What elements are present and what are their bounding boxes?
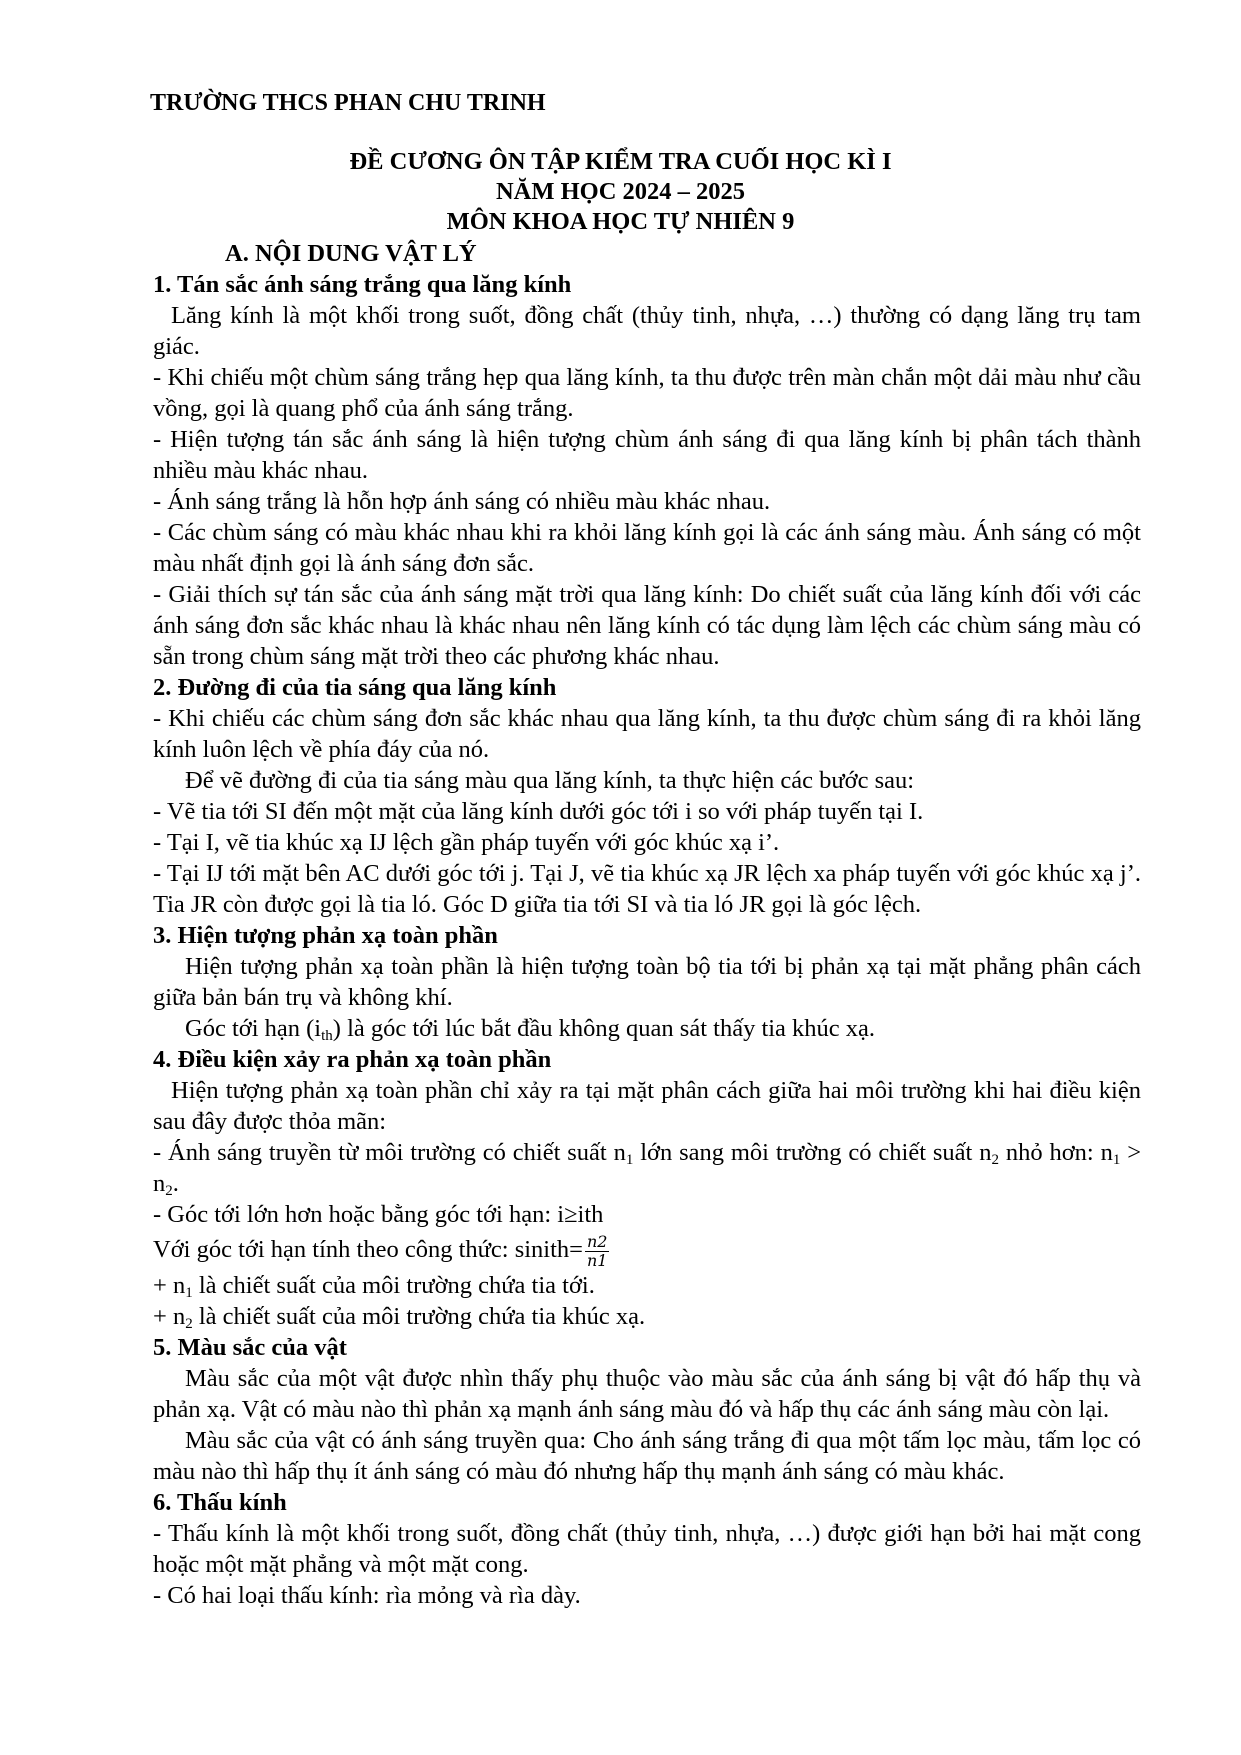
paragraph: - Có hai loại thấu kính: rìa mỏng và rìa dày. <box>153 1582 581 1609</box>
paragraph: - Tại I, vẽ tia khúc xạ IJ lệch gần pháp tuyến với góc khúc xạ i’. <box>153 829 780 856</box>
document-body <box>153 238 1141 1611</box>
text: ) là góc tới lúc bắt đầu không quan sát thấy tia khúc xạ. <box>332 1015 876 1042</box>
section-a-heading: A. NỘI DUNG VẬT LÝ <box>225 240 477 267</box>
text: > n <box>153 1139 1142 1197</box>
paragraph: Màu sắc của vật có ánh sáng truyền qua: Cho ánh sáng trắng đi qua một tấm lọc màu, tấm lọc có màu nào thì hấp thụ ít ánh sáng có màu đó nhưng hấp thụ mạnh ánh sáng có màu khác. <box>153 1427 1141 1485</box>
section-5-heading: 5. Màu sắc của vật <box>153 1334 347 1361</box>
paragraph: - Khi chiếu một chùm sáng trắng hẹp qua lăng kính, ta thu được trên màn chắn một dải màu như cầu vồng, gọi là quang phổ của ánh sáng trắng. <box>153 364 1141 422</box>
text: Với góc tới hạn tính theo công thức: sinith= <box>153 1236 583 1263</box>
section-2-heading: 2. Đường đi của tia sáng qua lăng kính <box>153 674 557 701</box>
subscript: 1 <box>1112 1152 1121 1168</box>
section-3-heading: 3. Hiện tượng phản xạ toàn phần <box>153 922 498 949</box>
subscript: 2 <box>991 1152 999 1168</box>
text: . <box>172 1170 179 1197</box>
paragraph: - Tại IJ tới mặt bên AC dưới góc tới j. Tại J, vẽ tia khúc xạ JR lệch xa pháp tuyến với góc khúc xạ j’. Tia JR còn được gọi là tia ló. Góc D giữa tia tới SI và tia ló JR gọi là góc lệch. <box>153 860 1141 918</box>
fraction <box>585 1233 609 1270</box>
paragraph: Hiện tượng phản xạ toàn phần là hiện tượng toàn bộ tia tới bị phản xạ tại mặt phẳng phân cách giữa bản bán trụ và không khí. <box>153 953 1141 1011</box>
section-6-heading: 6. Thấu kính <box>153 1489 287 1516</box>
subscript: 1 <box>185 1285 193 1301</box>
paragraph: - Vẽ tia tới SI đến một mặt của lăng kính dưới góc tới i so với pháp tuyến tại I. <box>153 798 924 825</box>
school-name: TRƯỜNG THCS PHAN CHU TRINH <box>150 90 546 116</box>
school-year: NĂM HỌC 2024 – 2025 <box>495 178 746 205</box>
paragraph: - Giải thích sự tán sắc của ánh sáng mặt trời qua lăng kính: Do chiết suất của lăng kính đối với các ánh sáng đơn sắc khác nhau là khác nhau nên lăng kính có tác dụng làm lệch các chùm sáng màu có sẵn trong chùm sáng mặt trời theo các phương khác nhau. <box>153 581 1141 670</box>
text: + n <box>153 1303 186 1330</box>
formula-line <box>153 1230 1141 1270</box>
text: là chiết suất của môi trường chứa tia tới. <box>192 1272 595 1299</box>
section-1-heading: 1. Tán sắc ánh sáng trắng qua lăng kính <box>153 271 572 298</box>
subscript: th <box>321 1028 333 1044</box>
subscript: 2 <box>165 1183 173 1199</box>
paragraph: - Ánh sáng trắng là hỗn hợp ánh sáng có nhiều màu khác nhau. <box>153 488 771 515</box>
text: nhỏ hơn: n <box>998 1139 1113 1166</box>
paragraph <box>153 1137 1141 1199</box>
paragraph: Màu sắc của một vật được nhìn thấy phụ thuộc vào màu sắc của ánh sáng bị vật đó hấp thụ và phản xạ. Vật có màu nào thì phản xạ mạnh ánh sáng màu đó và hấp thụ các ánh sáng màu còn lại. <box>153 1365 1141 1423</box>
document-title: ĐỀ CƯƠNG ÔN TẬP KIỂM TRA CUỐI HỌC KÌ I <box>349 148 892 175</box>
paragraph: - Khi chiếu các chùm sáng đơn sắc khác nhau qua lăng kính, ta thu được chùm sáng đi ra khỏi lăng kính luôn lệch về phía đáy của nó. <box>153 705 1141 763</box>
paragraph: - Thấu kính là một khối trong suốt, đồng chất (thủy tinh, nhựa, …) được giới hạn bởi hai mặt cong hoặc một mặt phẳng và một mặt cong. <box>153 1520 1141 1578</box>
subject-title: MÔN KHOA HỌC TỰ NHIÊN 9 <box>446 208 795 235</box>
text: lớn sang môi trường có chiết suất n <box>633 1139 992 1166</box>
section-4-heading: 4. Điều kiện xảy ra phản xạ toàn phần <box>153 1046 552 1073</box>
paragraph: - Góc tới lớn hơn hoặc bằng góc tới hạn: i≥ith <box>153 1201 604 1228</box>
paragraph: Để vẽ đường đi của tia sáng màu qua lăng kính, ta thực hiện các bước sau: <box>185 767 915 794</box>
subscript: 2 <box>185 1316 193 1332</box>
paragraph: Hiện tượng phản xạ toàn phần chỉ xảy ra tại mặt phân cách giữa hai môi trường khi hai điều kiện sau đây được thỏa mãn: <box>153 1077 1141 1135</box>
fraction-numerator: n2 <box>586 1231 608 1251</box>
text: + n <box>153 1272 186 1299</box>
paragraph: Lăng kính là một khối trong suốt, đồng chất (thủy tinh, nhựa, …) thường có dạng lăng trụ tam giác. <box>153 302 1141 360</box>
paragraph: - Hiện tượng tán sắc ánh sáng là hiện tượng chùm ánh sáng đi qua lăng kính bị phân tách thành nhiều màu khác nhau. <box>153 426 1141 484</box>
text: Góc tới hạn (i <box>185 1015 322 1042</box>
fraction-denominator: n1 <box>586 1250 608 1270</box>
paragraph: - Các chùm sáng có màu khác nhau khi ra khỏi lăng kính gọi là các ánh sáng màu. Ánh sáng có một màu nhất định gọi là ánh sáng đơn sắc. <box>153 519 1141 577</box>
text: - Ánh sáng truyền từ môi trường có chiết suất n <box>153 1139 626 1166</box>
paragraph <box>153 1270 1141 1301</box>
paragraph <box>153 1013 1141 1044</box>
subscript: 1 <box>625 1152 634 1168</box>
paragraph <box>153 1301 1141 1332</box>
text: là chiết suất của môi trường chứa tia khúc xạ. <box>192 1303 646 1330</box>
